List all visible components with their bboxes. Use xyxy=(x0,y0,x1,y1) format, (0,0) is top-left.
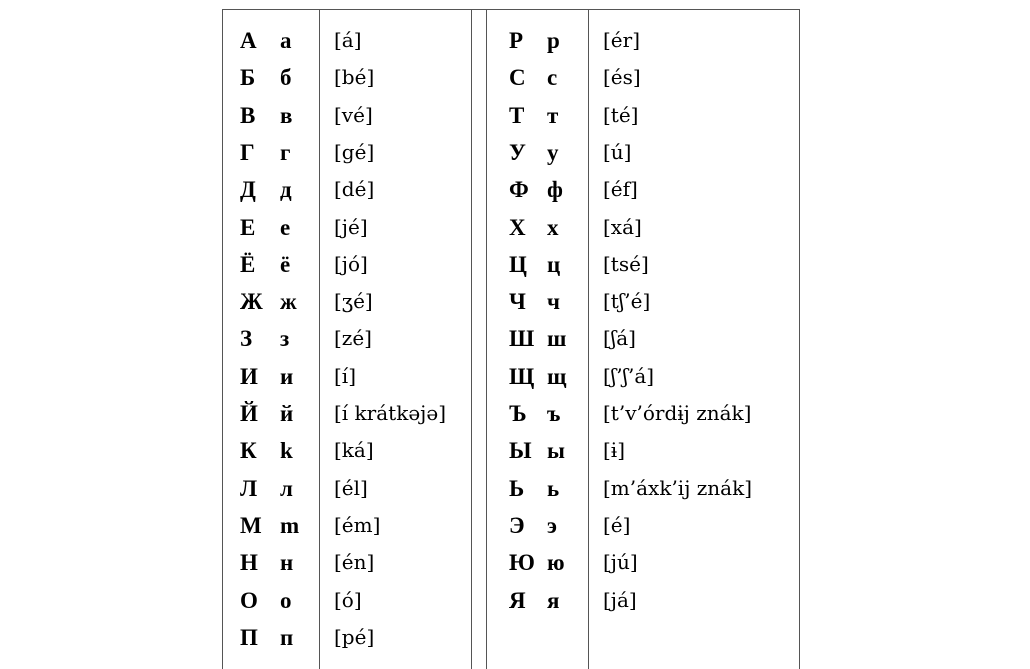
lowercase-letter: о xyxy=(280,587,292,613)
lowercase-letter: ъ xyxy=(547,401,561,426)
pronunciation: [és] xyxy=(603,65,641,90)
pronunciation: [gé] xyxy=(334,139,375,164)
lowercase-letter: г xyxy=(280,139,291,165)
lowercase-letter: п xyxy=(280,624,294,650)
lowercase-letter: р xyxy=(547,28,560,53)
uppercase-letter: И xyxy=(240,363,258,389)
uppercase-letter: Ъ xyxy=(509,401,527,426)
pronunciation: [á] xyxy=(334,28,362,52)
uppercase-letter: В xyxy=(240,102,256,128)
lowercase-letter: ф xyxy=(547,177,563,203)
uppercase-letter: Г xyxy=(240,139,255,165)
pronunciation: [ʃ’ʃ’á] xyxy=(603,363,655,388)
pronunciation: [én] xyxy=(334,550,375,575)
pronunciation: [m’áxk’ij znák] xyxy=(603,475,753,500)
pronunciation: [tsé] xyxy=(603,251,649,276)
pronunciation: [jé] xyxy=(334,214,368,239)
uppercase-letter: Ф xyxy=(509,177,529,203)
pronunciation: [é] xyxy=(603,512,631,537)
pronunciation: [í] xyxy=(334,363,357,388)
uppercase-letter: Л xyxy=(240,475,258,501)
uppercase-letter: Ь xyxy=(509,475,525,501)
uppercase-letter: М xyxy=(240,512,262,538)
lowercase-letter: и xyxy=(280,363,294,389)
uppercase-letter: З xyxy=(240,326,253,352)
pronunciation: [já] xyxy=(603,587,637,612)
lowercase-letter: щ xyxy=(547,363,567,389)
lowercase-letter: е xyxy=(280,214,291,240)
lowercase-letter: ю xyxy=(547,550,565,576)
center-divider-a xyxy=(471,9,472,669)
uppercase-letter: Б xyxy=(240,65,256,91)
table-left-border xyxy=(222,9,223,669)
uppercase-letter: Х xyxy=(509,214,526,240)
lowercase-letter: ы xyxy=(547,438,565,464)
left-column-divider xyxy=(319,9,320,669)
lowercase-letter: ё xyxy=(280,251,291,277)
pronunciation: [xá] xyxy=(603,214,642,239)
pronunciation: [í krátkəjə] xyxy=(334,401,446,425)
lowercase-letter: ч xyxy=(547,289,560,315)
pronunciation: [zé] xyxy=(334,326,372,351)
pronunciation: [vé] xyxy=(334,102,373,127)
uppercase-letter: Е xyxy=(240,214,256,240)
uppercase-letter: У xyxy=(509,139,526,165)
pronunciation: [ém] xyxy=(334,512,381,537)
lowercase-letter: ц xyxy=(547,251,561,277)
center-divider-b xyxy=(486,9,487,669)
lowercase-letter: з xyxy=(280,326,290,352)
uppercase-letter: С xyxy=(509,65,526,91)
uppercase-letter: Ч xyxy=(509,289,526,315)
lowercase-letter: а xyxy=(280,28,292,53)
pronunciation: [ér] xyxy=(603,28,641,52)
uppercase-letter: Э xyxy=(509,512,525,538)
pronunciation: [jú] xyxy=(603,550,638,575)
lowercase-letter: с xyxy=(547,65,558,91)
lowercase-letter: k xyxy=(280,438,293,464)
pronunciation: [t’v’órdɨj znák] xyxy=(603,401,752,425)
uppercase-letter: Н xyxy=(240,550,258,576)
lowercase-letter: э xyxy=(547,512,557,538)
uppercase-letter: Р xyxy=(509,28,524,53)
uppercase-letter: Ш xyxy=(509,326,535,352)
lowercase-letter: ж xyxy=(280,289,297,315)
uppercase-letter: Ж xyxy=(240,289,263,315)
table-right-border xyxy=(799,9,800,669)
lowercase-letter: л xyxy=(280,475,293,501)
pronunciation: [té] xyxy=(603,102,639,127)
uppercase-letter: Й xyxy=(240,401,258,426)
pronunciation: [bé] xyxy=(334,65,375,90)
pronunciation: [éf] xyxy=(603,177,638,202)
pronunciation: [ɨ] xyxy=(603,438,626,463)
lowercase-letter: я xyxy=(547,587,560,613)
pronunciation: [pé] xyxy=(334,624,375,649)
lowercase-letter: т xyxy=(547,102,559,128)
uppercase-letter: Ц xyxy=(509,251,527,277)
uppercase-letter: Я xyxy=(509,587,526,613)
uppercase-letter: Щ xyxy=(509,363,535,389)
pronunciation: [ó] xyxy=(334,587,362,612)
right-column-divider xyxy=(588,9,589,669)
lowercase-letter: ь xyxy=(547,475,560,501)
uppercase-letter: П xyxy=(240,624,258,650)
pronunciation: [ká] xyxy=(334,438,374,463)
uppercase-letter: Т xyxy=(509,102,525,128)
uppercase-letter: К xyxy=(240,438,257,464)
pronunciation: [tʃ’é] xyxy=(603,289,651,314)
lowercase-letter: н xyxy=(280,550,294,576)
uppercase-letter: Д xyxy=(240,177,256,203)
lowercase-letter: х xyxy=(547,214,559,240)
table-top-border xyxy=(222,9,800,10)
uppercase-letter: Ы xyxy=(509,438,532,464)
pronunciation: [ʃá] xyxy=(603,326,636,351)
pronunciation: [dé] xyxy=(334,177,375,202)
pronunciation: [jó] xyxy=(334,251,368,276)
lowercase-letter: у xyxy=(547,139,559,165)
pronunciation: [ʒé] xyxy=(334,289,373,314)
uppercase-letter: Ё xyxy=(240,251,256,277)
uppercase-letter: Ю xyxy=(509,550,535,576)
lowercase-letter: m xyxy=(280,512,300,538)
uppercase-letter: О xyxy=(240,587,258,613)
lowercase-letter: ш xyxy=(547,326,567,352)
lowercase-letter: й xyxy=(280,401,294,426)
lowercase-letter: б xyxy=(280,65,292,91)
lowercase-letter: д xyxy=(280,177,292,203)
uppercase-letter: А xyxy=(240,28,257,53)
pronunciation: [ú] xyxy=(603,139,632,164)
lowercase-letter: в xyxy=(280,102,293,128)
pronunciation: [él] xyxy=(334,475,368,500)
